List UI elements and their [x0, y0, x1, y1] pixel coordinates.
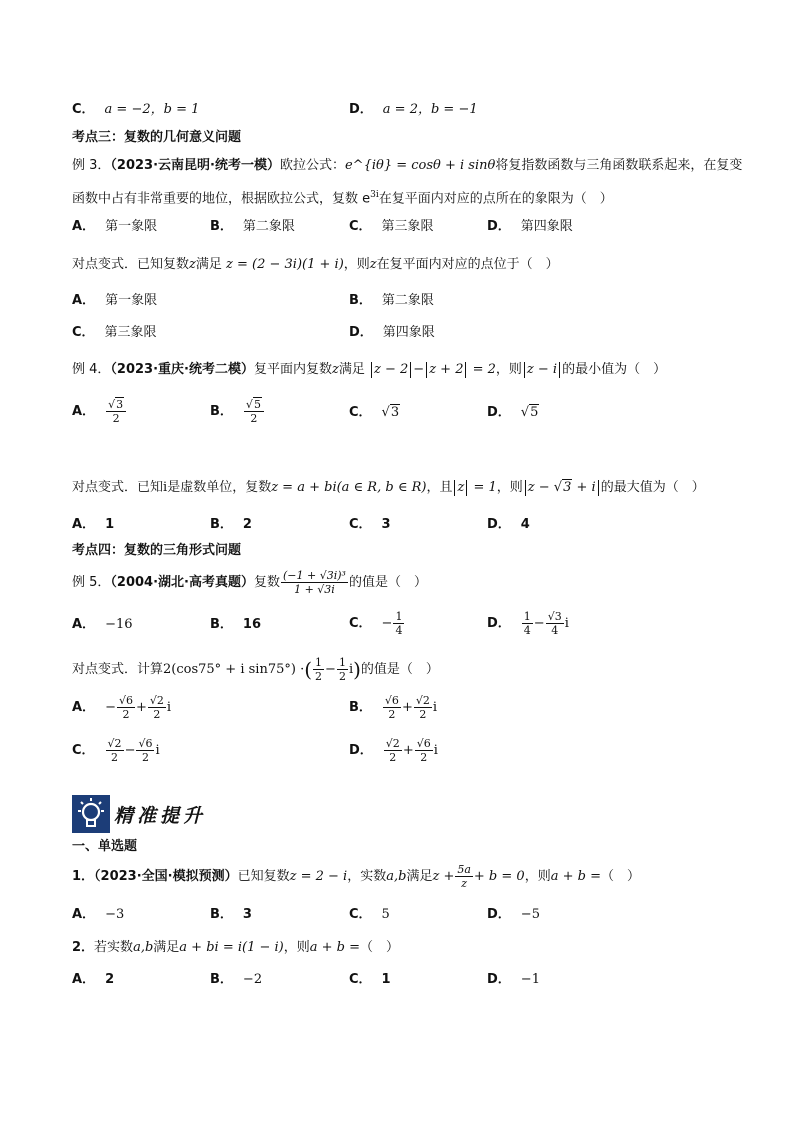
- ex4-option-a: A． $\frac{√3}{2}$: [72, 398, 127, 425]
- var3-option-d: D． 第四象限: [349, 325, 435, 340]
- section-title: 精准提升: [114, 805, 207, 827]
- var3-option-c: C． 第三象限: [72, 325, 157, 340]
- var5-option-c: C． $\frac{√2}{2}$ − $\frac{√6}{2}$ i: [72, 737, 160, 764]
- q1-option-d: D． −5: [487, 907, 540, 922]
- ex5-option-b: B． 16: [210, 617, 262, 632]
- var5-option-a: A． − $\frac{√6}{2}$ + $\frac{√2}{2}$ i: [72, 694, 172, 721]
- example-3-line1: 例 3．（2023·云南昆明·统考一模）欧拉公式：e^{iθ} = cosθ + i sinθ将复指数函数与三角函数联系起来，在复变: [72, 158, 743, 173]
- example-4-equation: z − 2 − z + 2 = 2: [369, 362, 496, 377]
- ex4-option-d: D． √5: [487, 405, 539, 420]
- ex5-option-a: A． −16: [72, 617, 133, 632]
- q2-option-a: A． 2: [72, 972, 115, 987]
- q1-option-a: A． −3: [72, 907, 125, 922]
- ex5-option-c: C． − $\frac{1}{4}$: [349, 610, 403, 637]
- var4-option-d: D． 4: [487, 517, 530, 532]
- ex4-option-b: B． $\frac{√5}{2}$: [210, 398, 265, 425]
- ex3-option-c: C． 第三象限: [349, 219, 434, 234]
- variant-3-question: 对点变式．已知复数z满足 z = (2 − 3i)(1 + i)，则z在复平面内对应的点位于（ ）: [72, 257, 559, 272]
- example-5-question: 例 5．（2004·湖北·高考真题）复数 $\frac{\text{(−1 + √3i)³}}{1 + √3i}$ 的值是（ ）: [72, 569, 427, 596]
- q2-option-d: D． −1: [487, 972, 540, 987]
- section-heading-kp4: 考点四：复数的三角形式问题: [72, 543, 242, 558]
- var5-option-b: B． $\frac{√6}{2}$ + $\frac{√2}{2}$ i: [349, 694, 438, 721]
- var4-option-a: A． 1: [72, 517, 115, 532]
- section-heading-kp3: 考点三：复数的几何意义问题: [72, 130, 242, 145]
- variant-3-equation: z = (2 − 3i)(1 + i): [226, 257, 344, 272]
- q1-option-c: C． 5: [349, 907, 390, 922]
- var3-option-b: B． 第二象限: [349, 293, 434, 308]
- ex3-option-b: B． 第二象限: [210, 219, 295, 234]
- var4-option-b: B． 2: [210, 517, 252, 532]
- ex3-option-a: A． 第一象限: [72, 219, 158, 234]
- option-c: C． a = −2，b = 1: [72, 102, 200, 117]
- q2-option-c: C． 1: [349, 972, 391, 987]
- var5-option-d: D． $\frac{√2}{2}$ + $\frac{√6}{2}$ i: [349, 737, 438, 764]
- option-d-text: a = 2，b = −1: [382, 102, 478, 117]
- q1-option-b: B． 3: [210, 907, 252, 922]
- ex4-option-c: C． √3: [349, 405, 400, 420]
- q2-option-b: B． −2: [210, 972, 263, 987]
- lightbulb-icon: [72, 795, 110, 833]
- variant-5-question: 对点变式．计算2(cos75° + i sin75°) ·( $\frac{1}{2}$ − $\frac{1}{2}$ i)的值是（ ）: [72, 656, 439, 683]
- example-4-question: 例 4．（2023·重庆·统考二模）复平面内复数z满足 z − 2 − z + 2 = 2，则 z − i 的最小值为（ ）: [72, 362, 667, 377]
- single-choice-heading: 一、单选题: [72, 839, 138, 854]
- ex3-option-d: D． 第四象限: [487, 219, 573, 234]
- var4-option-c: C． 3: [349, 517, 391, 532]
- variant-4-question: 对点变式．已知i是虚数单位，复数z = a + bi(a ∈ R, b ∈ R)，且 z = 1，则 z − √3 + i 的最大值为（ ）: [72, 480, 705, 495]
- option-d: D． a = 2，b = −1: [349, 102, 478, 117]
- question-2: 2．若实数a,b满足a + bi = i(1 − i)，则a + b =（ ）: [72, 940, 400, 955]
- euler-formula: e^{iθ} = cosθ + i sinθ: [344, 158, 496, 173]
- option-c-text: a = −2，b = 1: [104, 102, 200, 117]
- question-1: 1．（2023·全国·模拟预测）已知复数z = 2 − i，实数a,b满足z + $\frac{5a}{z}$ + b = 0，则a + b =（ ）: [72, 863, 640, 890]
- example-3-line2: 函数中占有非常重要的地位，根据欧拉公式，复数 $e^{3i}$在复平面内对应的点所在的象限为（ ）: [72, 190, 613, 207]
- ex5-option-d: D． $\frac{1}{4}$ − $\frac{√3}{4}$ i: [487, 610, 569, 637]
- var3-option-a: A． 第一象限: [72, 293, 158, 308]
